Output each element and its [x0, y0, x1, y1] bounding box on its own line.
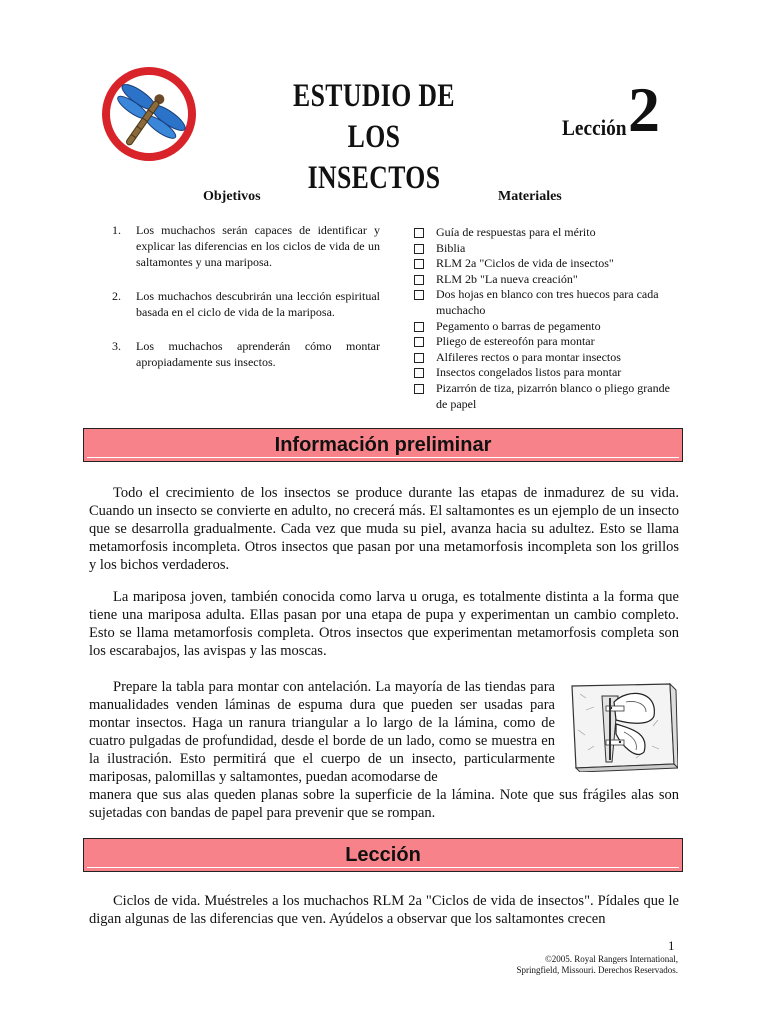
butterfly-mounting-board-icon	[566, 680, 678, 772]
page-number: 1	[668, 938, 675, 953]
materials-heading: Materiales	[498, 189, 562, 204]
paragraph: manera que sus alas queden planas sobre la superficie de la lámina. Note que sus frágiles alas son sujetadas con bandas de papel para prevenir que se rompan.	[89, 787, 679, 821]
objective-number: 3.	[112, 339, 121, 353]
section-banner-leccion: Lección	[83, 838, 683, 872]
materials-list	[414, 225, 684, 412]
paragraph: La mariposa joven, también conocida como larva u oruga, es totalmente distinta a la forma que tiene una mariposa adulta. Ellas pasan por una etapa de pupa y experimentan un cambio completo. Esto se llama metamorfosis completa. Otros insectos que experimentan metamorfosis completa son los escarabajos, las avispas y las moscas.	[89, 589, 679, 659]
material-item	[414, 256, 684, 272]
material-text: Biblia	[436, 240, 466, 255]
material-item	[414, 272, 684, 288]
material-item	[414, 334, 684, 350]
objective-item	[110, 222, 380, 270]
material-text: Alfileres rectos o para montar insectos	[436, 349, 621, 364]
checkbox-icon	[414, 322, 424, 332]
material-text: Pegamento o barras de pegamento	[436, 318, 601, 333]
copyright-notice	[470, 954, 678, 976]
paragraph: Todo el crecimiento de los insectos se produce durante las etapas de inmadurez de su vida. Cuando un insecto se convierte en adulto, no crecerá más. El saltamontes es un ejemplo de un insecto que se desarrolla gradualmente. Cada vez que muda su piel, avanza hacia su adultez. Esto se llama metamorfosis incompleta. Otros insectos que pasan por una metamorfosis incompleta son los grillos y los bichos verdaderos.	[89, 485, 679, 573]
page-title	[277, 76, 470, 199]
material-text: Dos hojas en blanco con tres huecos para cada muchacho	[436, 287, 659, 317]
section-banner-informacion: Información preliminar	[83, 428, 683, 462]
objective-number: 1.	[112, 223, 121, 237]
material-item	[414, 365, 684, 381]
checkbox-icon	[414, 259, 424, 269]
material-text: Pliego de estereofón para montar	[436, 334, 595, 349]
objectives-list	[110, 222, 380, 388]
checkbox-icon	[414, 368, 424, 378]
objective-number: 2.	[112, 289, 121, 303]
lesson-number: 2	[628, 74, 660, 145]
lesson-label: Lección	[562, 115, 627, 140]
paragraph: Prepare la tabla para montar con antelación. La mayoría de las tiendas para manualidades venden láminas de espuma dura que pueden ser usadas para montar insectos. Haga un ranura triangular a lo largo de la lámina, como de cuatro pulgadas de profundidad, desde el borde de un lado, como se muestra en la ilustración. Esto permitirá que el cuerpo de un insecto, particularmente mariposas, palomillas y saltamontes, puedan acomodarse de	[89, 679, 555, 785]
checkbox-icon	[414, 337, 424, 347]
objective-text: Los muchachos aprenderán cómo montar apropiadamente sus insectos.	[136, 339, 380, 369]
material-item	[414, 241, 684, 257]
material-item	[414, 319, 684, 335]
checkbox-icon	[414, 244, 424, 254]
objectives-heading: Objetivos	[203, 189, 261, 204]
copyright-line-1: ©2005. Royal Rangers International,	[544, 954, 678, 964]
objective-text: Los muchachos descubrirán una lección espiritual basada en el ciclo de vida de la mariposa.	[136, 289, 380, 319]
checkbox-icon	[414, 275, 424, 285]
checkbox-icon	[414, 384, 424, 394]
material-item	[414, 225, 684, 241]
objective-text: Los muchachos serán capaces de identificar y explicar las diferencias en los ciclos de vida de un saltamontes y una mariposa.	[136, 223, 380, 269]
dragonfly-logo-icon	[101, 66, 197, 162]
material-text: RLM 2b "La nueva creación"	[436, 271, 578, 286]
checkbox-icon	[414, 290, 424, 300]
checkbox-icon	[414, 228, 424, 238]
checkbox-icon	[414, 353, 424, 363]
paragraph: Ciclos de vida. Muéstreles a los muchachos RLM 2a "Ciclos de vida de insectos". Pídales que le digan algunas de las diferencias que ven. Ayúdelos a observar que los saltamontes crecen	[89, 893, 679, 927]
material-text: Insectos congelados listos para montar	[436, 365, 622, 380]
material-text: Guía de respuestas para el mérito	[436, 225, 596, 239]
material-item	[414, 287, 684, 318]
copyright-line-2: Springfield, Missouri. Derechos Reservados.	[516, 965, 678, 975]
material-text: Pizarrón de tiza, pizarrón blanco o pliego grande de papel	[436, 380, 670, 411]
objective-item	[110, 338, 380, 370]
title-line-1: ESTUDIO DE LOS	[293, 78, 455, 155]
material-text: RLM 2a "Ciclos de vida de insectos"	[436, 256, 614, 271]
title-line-2: INSECTOS	[307, 160, 441, 196]
material-item	[414, 381, 684, 412]
material-item	[414, 350, 684, 366]
objective-item	[110, 288, 380, 320]
